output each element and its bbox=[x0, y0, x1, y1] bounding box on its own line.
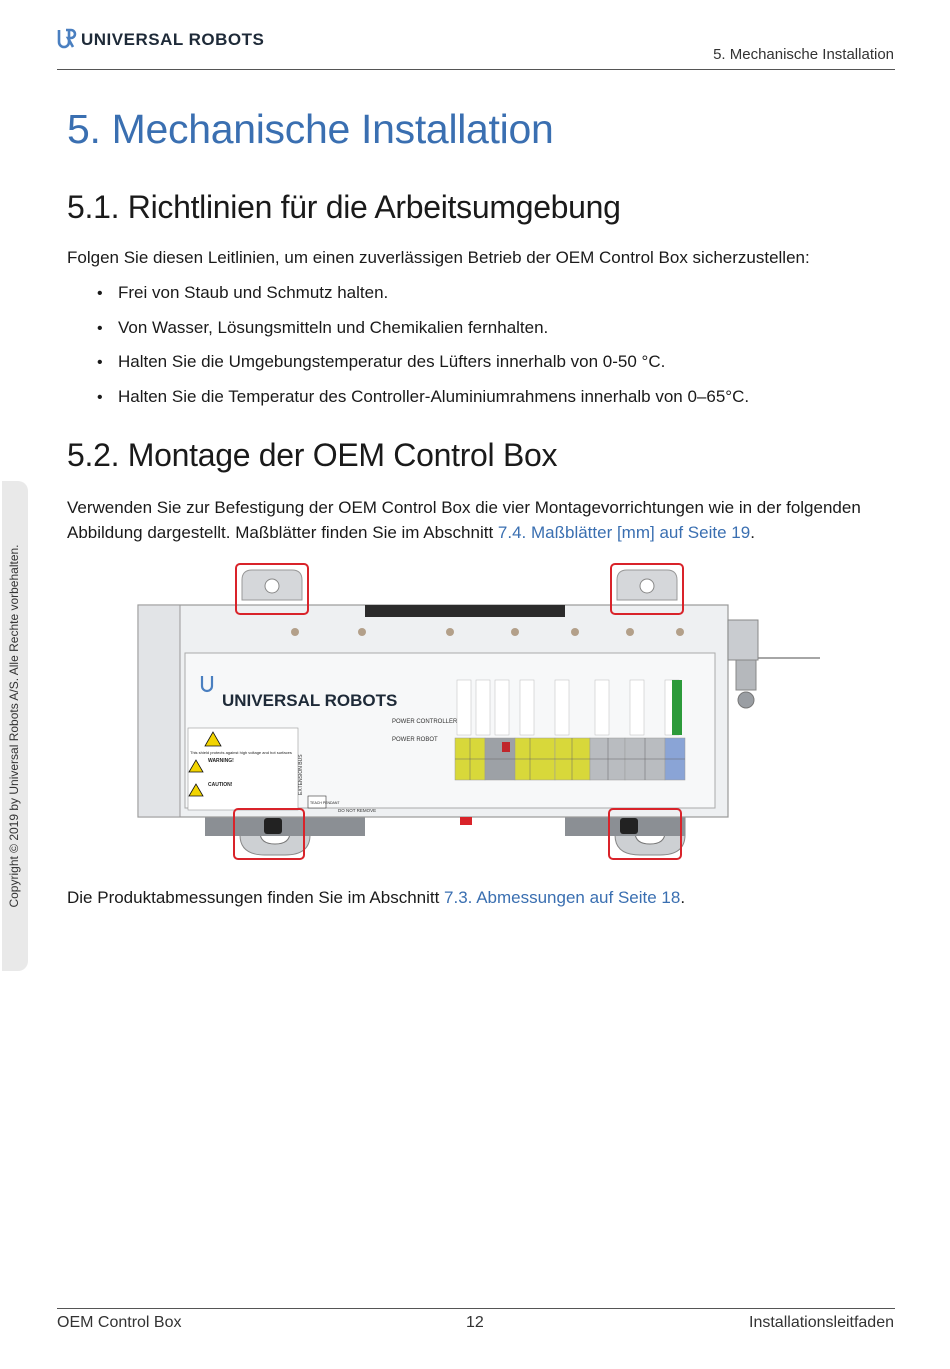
dimensions-paragraph bbox=[67, 885, 867, 910]
teach-pendant-label: TEACH PENDANT bbox=[310, 801, 340, 805]
control-box-figure bbox=[130, 560, 830, 865]
panel-brand: UNIVERSAL ROBOTS bbox=[222, 691, 398, 710]
paragraph-text: Die Produktabmessungen finden Sie im Abschnitt bbox=[67, 888, 445, 907]
list-item: • Von Wasser, Lösungsmitteln und Chemikalien fernhalten. bbox=[97, 315, 749, 350]
header-section-title: 5. Mechanische Installation bbox=[713, 46, 894, 63]
paragraph-text-end: . bbox=[680, 888, 686, 907]
footer-divider bbox=[57, 1308, 895, 1309]
power-controller-label: POWER CONTROLLER bbox=[392, 719, 458, 725]
caution-title: CAUTION! bbox=[208, 782, 233, 788]
warning-shield-text: This shield protects against high voltage and hot surfaces bbox=[190, 750, 292, 755]
list-item: • Frei von Staub und Schmutz halten. bbox=[97, 280, 749, 315]
section-heading-5-2: 5.2. Montage der OEM Control Box bbox=[67, 437, 558, 473]
page-number: 12 bbox=[466, 1314, 484, 1331]
ur-logo-icon bbox=[57, 28, 77, 50]
do-not-remove-label: DO NOT REMOVE bbox=[338, 808, 377, 813]
warning-title: WARNING! bbox=[208, 758, 234, 764]
copyright-text: Copyright © 2019 by Universal Robots A/S. Alle Rechte vorbehalten. bbox=[7, 544, 21, 908]
list-item: • Halten Sie die Temperatur des Controller-Aluminiumrahmens innerhalb von 0–65°C. bbox=[97, 384, 749, 419]
paragraph-text: Verwenden Sie zur Befestigung der OEM Control Box die vier Montagevorrichtungen wie in der folgenden Abbildung dargestellt. Maßblätter finden Sie im Abschnitt bbox=[67, 498, 861, 542]
list-item: • Halten Sie die Umgebungstemperatur des Lüfters innerhalb von 0-50 °C. bbox=[97, 349, 749, 384]
footer-product: OEM Control Box bbox=[57, 1314, 182, 1331]
paragraph-text-end: . bbox=[750, 523, 755, 542]
brand-logo bbox=[57, 28, 264, 50]
section-5-2-paragraph bbox=[67, 495, 867, 545]
page-title: 5. Mechanische Installation bbox=[67, 106, 554, 152]
section-heading-5-1: 5.1. Richtlinien für die Arbeitsumgebung bbox=[67, 189, 621, 225]
power-robot-label: POWER ROBOT bbox=[392, 737, 438, 743]
link-dimension-sheets[interactable]: 7.4. Maßblätter [mm] auf Seite 19 bbox=[497, 523, 751, 542]
section-5-1-intro: Folgen Sie diesen Leitlinien, um einen zuverlässigen Betrieb der OEM Control Box sicherzustellen: bbox=[67, 248, 810, 267]
header-divider bbox=[57, 69, 895, 70]
footer-doc-type: Installationsleitfaden bbox=[749, 1314, 894, 1331]
guideline-list bbox=[97, 280, 749, 418]
link-dimensions[interactable]: 7.3. Abmessungen auf Seite 18 bbox=[444, 888, 681, 907]
extension-bus-label: EXTENSION BUS bbox=[298, 754, 304, 795]
brand-name: UNIVERSAL ROBOTS bbox=[81, 30, 265, 49]
